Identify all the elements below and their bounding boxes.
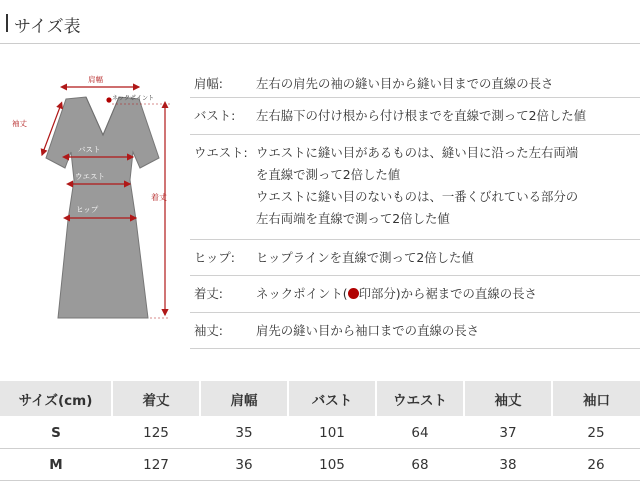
definition-term: ウエスト:	[194, 145, 248, 160]
definition-text	[256, 247, 474, 269]
definition-text	[256, 142, 578, 230]
definition-line	[256, 283, 537, 305]
header-bust: バスト	[288, 381, 376, 417]
table-cell: 101	[288, 417, 376, 449]
definition-line: ウエストに縫い目があるものは、縫い目に沿った左右両端	[256, 145, 579, 160]
table-cell: 105	[288, 449, 376, 481]
definition-term: バスト:	[194, 108, 236, 123]
definition-line: ヒップラインを直線で測って2倍した値	[256, 250, 474, 265]
measurement-definitions	[190, 62, 640, 349]
table-cell: 26	[552, 449, 640, 481]
dress-measurement-diagram	[0, 60, 190, 330]
table-cell: 68	[376, 449, 464, 481]
table-row	[0, 449, 640, 481]
table-cell: S	[0, 417, 112, 449]
page-title: サイズ表	[14, 17, 81, 37]
definition-term: 着丈:	[194, 286, 223, 301]
size-chart-table	[0, 381, 640, 481]
table-cell: 35	[200, 417, 288, 449]
table-cell: 64	[376, 417, 464, 449]
header-waist: ウエスト	[376, 381, 464, 417]
definition-line: を直線で測って2倍した値	[256, 167, 401, 182]
dress-shape	[46, 97, 159, 318]
definition-sleeve	[190, 313, 640, 349]
definition-line: 左右脇下の付け根から付け根までを直線で測って2倍した値	[256, 108, 587, 123]
definition-term: 袖丈:	[194, 323, 223, 338]
header-length: 着丈	[112, 381, 200, 417]
bust-label: バスト	[78, 145, 101, 154]
title-accent-bar	[6, 14, 8, 32]
section-header	[0, 0, 640, 44]
definition-line: ウエストに縫い目のないものは、一番くびれている部分の	[256, 189, 579, 204]
definition-line: 左右両端を直線で測って2倍した値	[256, 211, 450, 226]
header-shoulder: 肩幅	[200, 381, 288, 417]
shoulder-label: 肩幅	[88, 75, 103, 84]
hip-label: ヒップ	[76, 205, 99, 214]
definition-line: 左右の肩先の袖の縫い目から縫い目までの直線の長さ	[256, 76, 554, 91]
waist-label: ウエスト	[75, 172, 105, 181]
table-cell: 127	[112, 449, 200, 481]
table-cell: 36	[200, 449, 288, 481]
table-cell: 25	[552, 417, 640, 449]
definition-term: 肩幅:	[194, 76, 223, 91]
definition-waist	[190, 135, 640, 240]
definition-text-before-mark: ネックポイント(	[256, 286, 348, 301]
definition-term: ヒップ:	[194, 250, 235, 265]
table-cell: 38	[464, 449, 552, 481]
definition-text-after-mark: 印部分)から裾までの直線の長さ	[358, 286, 537, 301]
length-label: 着丈	[151, 193, 167, 202]
dress-illustration	[0, 60, 190, 330]
definition-text	[256, 320, 479, 342]
definition-text	[256, 73, 553, 95]
table-cell: 37	[464, 417, 552, 449]
header-size: サイズ(cm)	[0, 381, 112, 417]
neck-point-marker	[106, 97, 111, 102]
definition-text	[256, 283, 537, 305]
definition-hip	[190, 240, 640, 276]
definition-text	[256, 105, 586, 127]
header-cuff: 袖口	[552, 381, 640, 417]
neck-point-mark-icon	[348, 288, 359, 299]
table-row	[0, 417, 640, 449]
table-header-row	[0, 381, 640, 417]
definition-line: 肩先の縫い目から袖口までの直線の長さ	[256, 323, 480, 338]
table-cell: M	[0, 449, 112, 481]
table-cell: 125	[112, 417, 200, 449]
sleeve-label: 袖丈	[12, 119, 27, 128]
definition-length	[190, 276, 640, 313]
definition-bust	[190, 98, 640, 135]
neck-point-label: ネックポイント	[112, 95, 155, 102]
header-sleeve-length: 袖丈	[464, 381, 552, 417]
definition-shoulder	[190, 62, 640, 98]
